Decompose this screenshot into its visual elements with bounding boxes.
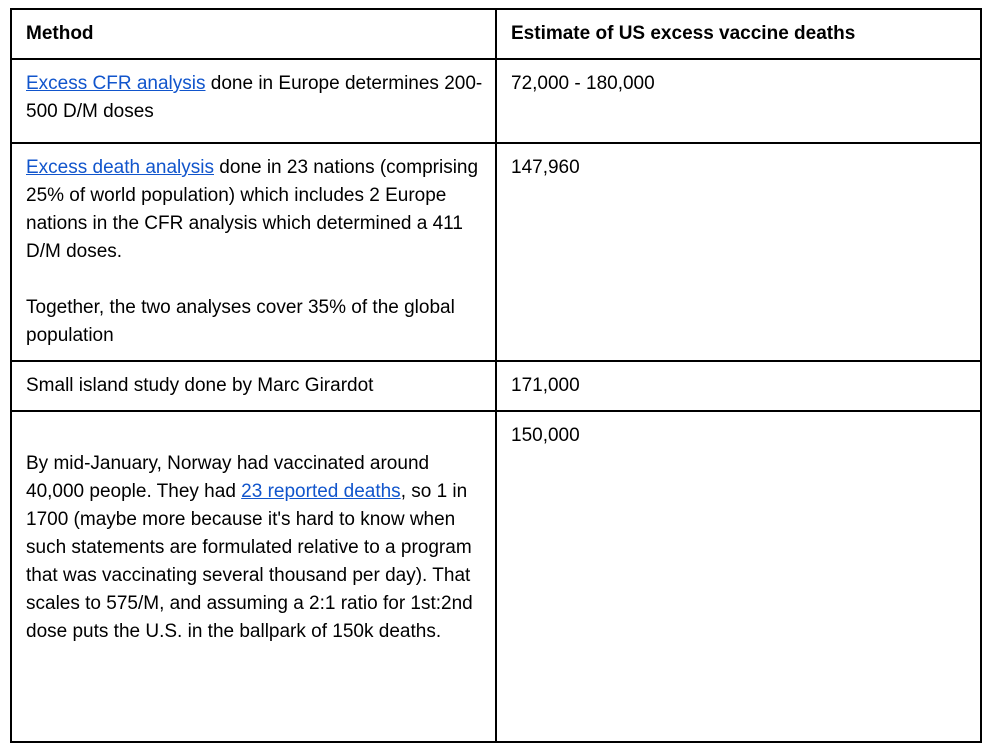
method-paragraph — [26, 154, 483, 266]
method-text: By mid-January, Norway had vaccinated around 40,000 people. They had — [26, 453, 430, 502]
estimates-table — [10, 8, 982, 743]
method-text: Small island study done by Marc Girardot — [26, 375, 374, 396]
paragraph-spacer — [26, 422, 483, 450]
table-row — [11, 411, 981, 742]
method-paragraph — [26, 450, 483, 646]
method-text: done in 23 nations (comprising 25% of world population) which includes 2 Europe nations in the CFR analysis which determined a 411 D/M doses. — [26, 157, 479, 262]
estimate-cell — [496, 59, 981, 143]
paragraph-spacer — [26, 266, 483, 294]
method-link[interactable]: 23 reported deaths — [241, 481, 401, 502]
method-column-header: Method — [11, 9, 496, 59]
estimate-cell — [496, 411, 981, 742]
estimate-value: 150,000 — [511, 425, 580, 446]
estimate-cell — [496, 143, 981, 361]
method-cell — [11, 411, 496, 742]
table-header — [11, 9, 981, 59]
method-paragraph — [26, 372, 483, 400]
method-paragraph — [26, 70, 483, 126]
method-link[interactable]: Excess death analysis — [26, 157, 214, 178]
method-text: , so 1 in 1700 (maybe more because it's hard to know when such statements are formulated relative to a program that was vaccinating several thousand per day). That scales to 575/M, and assuming a 2:1 ratio for 1st:2nd dose puts the U.S. in the ballpark of 150k deaths. — [26, 481, 473, 642]
table-row — [11, 143, 981, 361]
method-cell — [11, 361, 496, 411]
table-body — [11, 59, 981, 742]
method-paragraph — [26, 294, 483, 350]
method-link[interactable]: Excess CFR analysis — [26, 73, 206, 94]
estimate-value: 171,000 — [511, 375, 580, 396]
estimate-value: 147,960 — [511, 157, 580, 178]
header-row — [11, 9, 981, 59]
estimate-value: 72,000 - 180,000 — [511, 73, 655, 94]
table-row — [11, 59, 981, 143]
method-cell — [11, 143, 496, 361]
method-text: done in Europe determines 200-500 D/M doses — [26, 73, 483, 122]
estimate-column-header: Estimate of US excess vaccine deaths — [496, 9, 981, 59]
table-row — [11, 361, 981, 411]
estimate-cell — [496, 361, 981, 411]
method-cell — [11, 59, 496, 143]
document-table-container — [10, 8, 982, 743]
method-text: Together, the two analyses cover 35% of the global population — [26, 297, 455, 346]
